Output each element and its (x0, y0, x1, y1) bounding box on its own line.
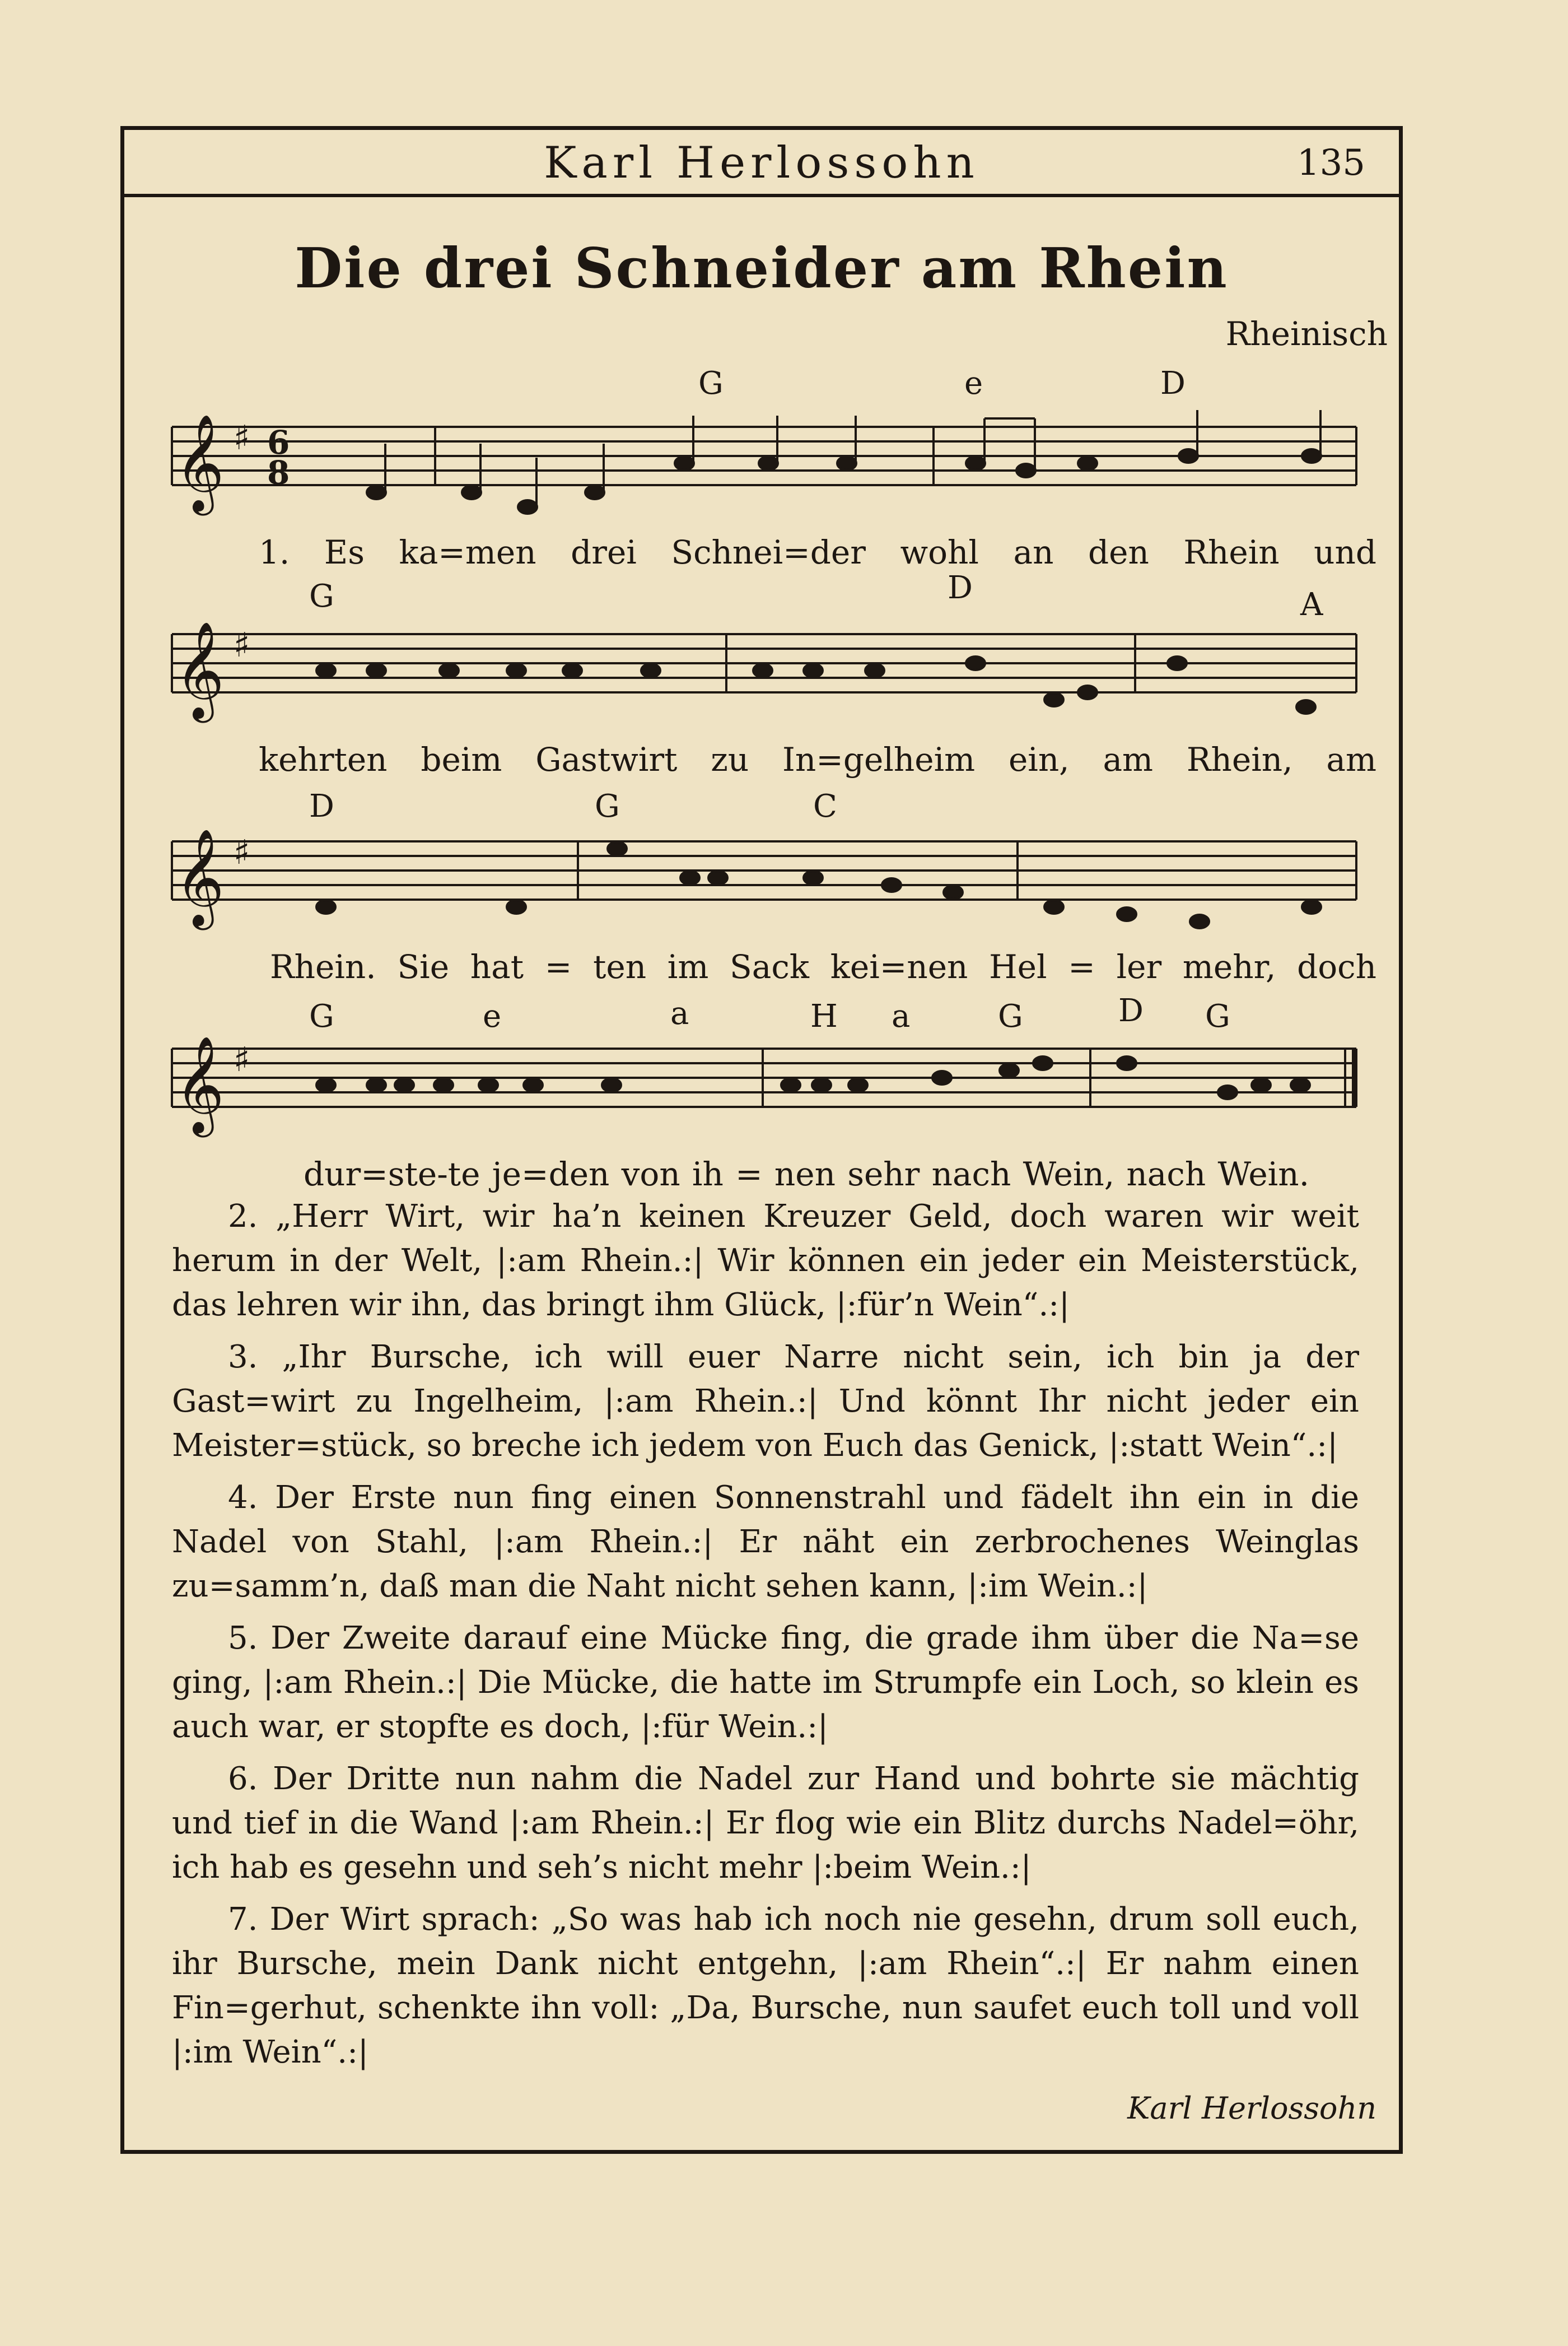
verse-6: 6. Der Dritte nun nahm die Nadel zur Hand und bohrte sie mächtig und tief in die Wand |:am Rhein.:| Er flog wie ein Blitz durchs Nadel=öhr, ich hab es gesehn und seh’s nicht mehr |:beim Wein.:| (172, 1761, 1359, 1886)
lyric-segment: 1. Es (259, 533, 365, 571)
svg-text:6: 6 (267, 423, 290, 462)
music-system-3 (124, 780, 1399, 998)
music-system-1 (124, 365, 1399, 584)
svg-text:𝄞: 𝄞 (175, 621, 225, 719)
lyric-segment: den Rhein (1088, 533, 1280, 571)
chord-symbol: G (309, 578, 334, 615)
lyric-segment: dur=ste-te je=den von ih = nen sehr nach Wein, (304, 1155, 1115, 1193)
lyric-line-4 (124, 1155, 1399, 1193)
running-header (124, 130, 1399, 197)
chord-symbol: C (813, 788, 837, 825)
chord-symbol: D (1160, 365, 1186, 402)
verse-2: 2. „Herr Wirt, wir ha’n keinen Kreuzer Geld, doch waren wir weit herum in der Welt, |:am Rhein.:| Wir können ein jeder ein Meisterstück, das lehren wir ihn, das bringt ihm Glück, |:für’n Wein“.:| (172, 1198, 1359, 1323)
page-frame (120, 126, 1403, 2154)
song-origin: Rheinisch (1225, 315, 1388, 353)
verse-3: 3. „Ihr Bursche, ich will euer Narre nicht sein, ich bin ja der Gast=wirt zu Ingelheim, |:am Rhein.:| Und könnt Ihr nicht jeder ein Meister=stück, so breche ich jedem von Euch das Genick, |:statt Wein“.:| (172, 1339, 1359, 1464)
chord-symbol: a (670, 995, 689, 1032)
lyric-segment: ka=men drei Schnei=der wohl (399, 533, 979, 571)
verse-7: 7. Der Wirt sprach: „So was hab ich noch nie gesehn, drum soll euch, ihr Bursche, mein Dank nicht entgehn, |:am Rhein“.:| Er nahm einen Fin=gerhut, schenkte ihn voll: „Da, Bursche, nun saufet euch toll und voll |:im Wein“.:| (172, 1901, 1359, 2070)
lyric-line-3 (124, 948, 1399, 986)
chord-symbol: G (698, 365, 724, 402)
music-system-2 (124, 572, 1399, 791)
lyric-line-1 (124, 533, 1399, 571)
verses-block (172, 1194, 1359, 2082)
lyric-segment: hat = ten im Sack kei=nen Hel = ler mehr, doch (470, 948, 1377, 986)
chord-symbol: G (309, 998, 334, 1035)
lyric-segment: am (1326, 741, 1376, 779)
svg-text:♯: ♯ (234, 1040, 250, 1079)
lyric-segment: und (1314, 533, 1376, 571)
chord-symbol: G (1205, 998, 1230, 1035)
page-number: 135 (1296, 142, 1365, 184)
chord-symbol: D (1118, 993, 1144, 1029)
svg-text:𝄞: 𝄞 (175, 1036, 225, 1133)
verse-4: 4. Der Erste nun fing einen Sonnenstrahl und fädelt ihn ein in die Nadel von Stahl, |:am Rhein.:| Er näht ein zerbrochenes Weinglas zu=samm’n, daß man die Naht nicht sehen kann, |:im Wein.:| (172, 1479, 1359, 1604)
chord-symbol: G (595, 788, 620, 825)
staff-1 (124, 365, 1407, 533)
lyric-line-2 (124, 741, 1399, 779)
lyric-segment: Sie (397, 948, 450, 986)
svg-text:𝄞: 𝄞 (175, 828, 225, 926)
svg-text:♯: ♯ (234, 418, 250, 458)
lyric-segment: kehrten beim Gastwirt zu In=gelheim ein, (259, 741, 1070, 779)
song-title: Die drei Schneider am Rhein (295, 236, 1229, 301)
svg-text:♯: ♯ (234, 626, 250, 665)
chord-symbol: e (483, 998, 502, 1035)
chord-symbol: D (309, 788, 334, 825)
svg-text:♯: ♯ (234, 833, 250, 872)
svg-text:𝄞: 𝄞 (175, 414, 225, 511)
music-system-4 (124, 987, 1399, 1205)
chord-symbol: G (998, 998, 1023, 1035)
verse-5: 5. Der Zweite darauf eine Mücke fing, die grade ihm über die Na=se ging, |:am Rhein.:| Die Mücke, die hatte im Strumpfe ein Loch, so klein es auch war, er stopfte es doch, |:für Wein.:| (172, 1620, 1359, 1745)
chord-symbol: H (810, 998, 838, 1035)
chord-symbol: A (1300, 586, 1323, 623)
lyric-segment: Rhein. (270, 948, 376, 986)
chord-symbol: a (892, 998, 911, 1035)
lyric-segment: am Rhein, (1103, 741, 1293, 779)
chord-symbol: D (948, 570, 973, 606)
lyric-segment: nach Wein. (1126, 1155, 1310, 1193)
svg-text:8: 8 (267, 454, 290, 492)
running-title: Karl Herlossohn (544, 138, 979, 188)
lyric-segment: an (1013, 533, 1054, 571)
chord-symbol: e (964, 365, 983, 402)
author-credit: Karl Herlossohn (1127, 2091, 1376, 2126)
